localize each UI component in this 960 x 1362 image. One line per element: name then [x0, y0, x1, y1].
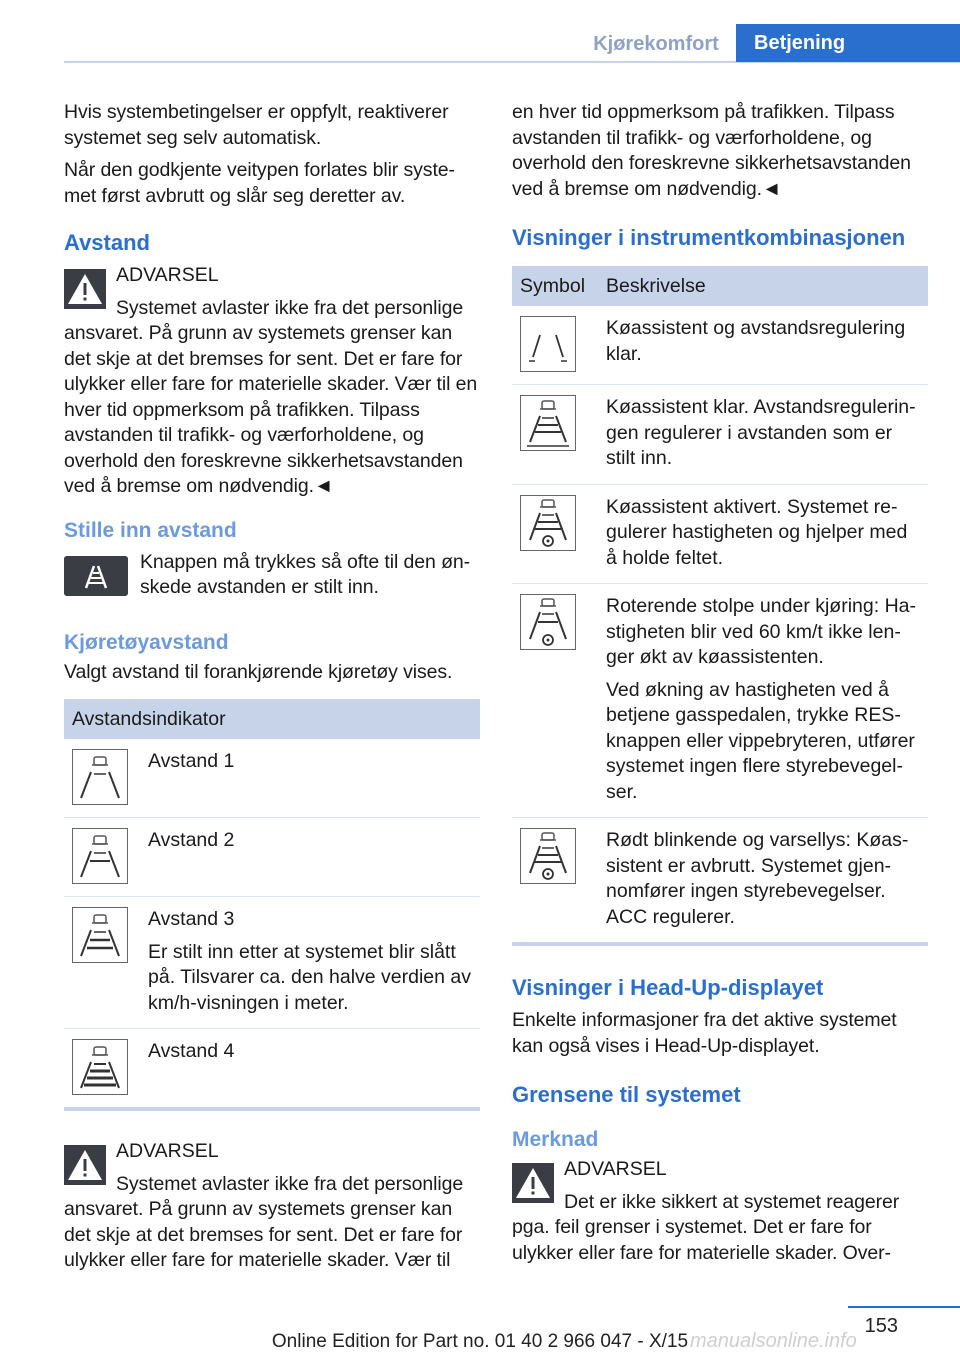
header-tab: Betjening	[736, 24, 960, 62]
footer-edition: Online Edition for Part no. 01 40 2 966 047 - X/15	[271, 1331, 689, 1352]
page-number: 153	[864, 1315, 898, 1337]
intro-paragraph-2: Når den godkjente veitypen forlates blir systemet først avbrutt og slår seg deretter av.	[64, 159, 456, 207]
table-row	[64, 897, 480, 1029]
watermark: manualsonline.info	[690, 1330, 857, 1352]
left-column	[64, 100, 480, 1281]
warning-triangle-icon	[512, 1163, 554, 1203]
lane-lines-icon	[520, 316, 576, 372]
distance-3-icon	[72, 907, 128, 963]
warning-title: ADVARSEL	[564, 1158, 667, 1180]
distance-indicator-table	[64, 699, 480, 1111]
table-row	[64, 739, 480, 818]
table-row	[64, 1029, 480, 1110]
table-row	[64, 818, 480, 897]
distance-label: Avstand 1	[148, 750, 235, 772]
car-steering-warning-icon	[520, 828, 576, 884]
symbol-description-extra: Ved økning av hastigheten ved å betjene gasspedalen, trykke RES-knappen eller vippebryteren, utfører systemet ingen flere styrebevegelser.	[606, 678, 915, 803]
continuation-paragraph: en hver tid oppmerksom på trafikken. Tilpass avstanden til trafikk- og værforholdene, og overhold den foreskrevne sikkerhetsavstanden ved å bremse om nødvendig.◄	[512, 101, 911, 200]
right-column	[512, 100, 928, 1273]
warning-triangle-icon	[64, 1145, 106, 1185]
distance-button-icon	[64, 556, 128, 596]
heading-distance: Avstand	[64, 230, 150, 255]
warning-title: ADVARSEL	[116, 1140, 219, 1162]
car-distance-steering-icon	[520, 495, 576, 551]
warning-title: ADVARSEL	[116, 264, 219, 286]
symbol-description: Køassistent klar. Avstandsreguleringen regulerer i avstanden som er stilt inn.	[606, 396, 916, 469]
distance-label: Avstand 2	[148, 829, 235, 851]
warning-text: Det er ikke sikkert at systemet reagerer pga. feil grenser i systemet. Det er fare for ulykker eller fare for materielle skader. Over-	[512, 1190, 900, 1264]
heading-system-limits: Grensene til systemet	[512, 1082, 741, 1107]
warning-text: Systemet avlaster ikke fra det personlige ansvaret. På grunn av systemets grenser kan det skje at det bremses for sent. Det er fare for ulykker eller fare for materielle skader. Vær til en hver tid oppmerksom på trafikken. Tilpass avstanden til trafikk- og værforholdene, og overhold den foreskrevne sikkerhetsavstanden ved å bremse om nødvendig.◄	[64, 296, 478, 497]
heading-note: Merknad	[512, 1128, 599, 1151]
distance-4-icon	[72, 1039, 128, 1095]
warning-triangle-icon	[64, 269, 106, 309]
distance-label: Avstand 4	[148, 1040, 235, 1062]
distance-2-icon	[72, 828, 128, 884]
car-steering-rotating-icon	[520, 594, 576, 650]
car-distance-icon	[520, 395, 576, 451]
symbol-description: Køassistent aktivert. Systemet regulerer hastigheten og hjelper med å holde feltet.	[606, 495, 908, 569]
set-distance-block	[64, 550, 480, 608]
set-distance-text: Knappen må trykkes så ofte til den ønskede avstanden er stilt inn.	[140, 550, 471, 598]
warning-block-3	[512, 1157, 928, 1266]
distance-label: Avstand 3	[148, 908, 235, 930]
heading-set-distance: Stille inn avstand	[64, 518, 237, 542]
table-row	[512, 584, 928, 818]
heading-instrument-cluster: Visninger i instrumentkombinasjonen	[512, 225, 906, 250]
hud-text: Enkelte informasjoner fra det aktive systemet kan også vises i Head-Up-displayet.	[512, 1009, 897, 1057]
column-header-description: Beskrivelse	[598, 266, 928, 306]
heading-vehicle-distance: Kjøretøyavstand	[64, 630, 229, 654]
header-section: Kjørekomfort	[593, 33, 719, 55]
footer-rule	[848, 1306, 960, 1308]
symbol-description: Køassistent og avstandsregulering klar.	[606, 317, 906, 365]
symbol-description: Roterende stolpe under kjøring: Hastigheten blir ved 60 km/t ikke lenger økt av køassistenten.	[606, 595, 916, 668]
heading-head-up-display: Visninger i Head-Up-displayet	[512, 975, 824, 1000]
intro-paragraph-1: Hvis systembetingelser er oppfylt, reaktiverer systemet seg selv automatisk.	[64, 101, 449, 149]
distance-1-icon	[72, 749, 128, 805]
warning-block-2	[64, 1139, 480, 1274]
symbol-description: Rødt blinkende og varsellys: Køassistent er avbrutt. Systemet gjennomfører ingen styrebevegelser. ACC regulerer.	[606, 829, 909, 928]
column-header-symbol: Symbol	[512, 266, 598, 306]
table-row	[512, 484, 928, 584]
warning-text: Systemet avlaster ikke fra det personlige ansvaret. På grunn av systemets grenser kan det skje at det bremses for sent. Det er fare for ulykker eller fare for materielle skader. Vær til	[64, 1172, 464, 1271]
table-row	[512, 385, 928, 485]
warning-block-1	[64, 263, 480, 500]
distance-note: Er stilt inn etter at systemet blir slått på. Tilsvarer ca. den halve verdien av km/h-visningen i meter.	[148, 940, 472, 1014]
table-row	[512, 818, 928, 945]
table-row	[512, 306, 928, 385]
vehicle-distance-text: Valgt avstand til forankjørende kjøretøy vises.	[64, 660, 453, 683]
table-header-distance-indicator: Avstandsindikator	[64, 699, 480, 739]
instrument-symbol-table	[512, 266, 928, 946]
